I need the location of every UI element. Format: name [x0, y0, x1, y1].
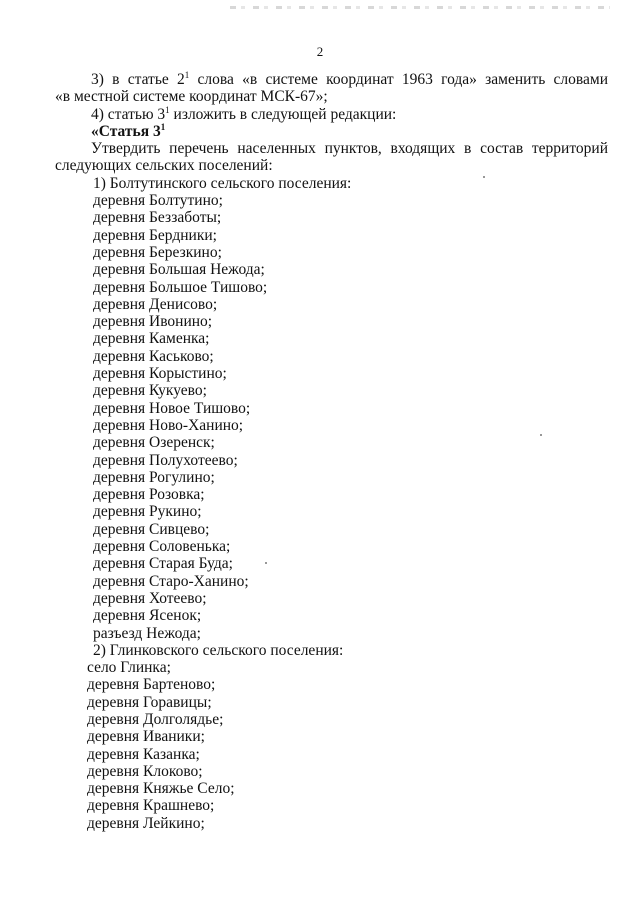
list-item: деревня Болтутино; [93, 192, 223, 210]
scan-speck [483, 176, 485, 178]
list-item: деревня Новое Тишово; [93, 399, 251, 417]
list-item: деревня Каськово; [93, 347, 214, 365]
list-item: деревня Большая Нежода; [93, 261, 265, 279]
list-item: деревня Хотеево; [93, 589, 207, 607]
paragraph-item-3-line-2: «в местной системе координат МСК-67»; [55, 88, 328, 106]
paragraph-approve-line-2: следующих сельских поселений: [55, 157, 273, 175]
list-item: деревня Старая Буда; [93, 555, 233, 573]
list-item: деревня Корыстино; [93, 365, 227, 383]
list-item: деревня Ново-Ханино; [93, 416, 244, 434]
list-item: деревня Каменка; [93, 330, 210, 348]
article-heading-text: «Статья 3 [91, 122, 161, 140]
paragraph-text: изложить в следующей редакции: [169, 105, 397, 123]
superscript: 1 [184, 69, 190, 80]
list-item: деревня Горавицы; [87, 693, 212, 711]
list-item: деревня Рогулино; [93, 468, 215, 486]
paragraph-text: слова «в системе координат 1963 года» заменить словами [189, 71, 608, 88]
paragraph-item-4 [55, 106, 608, 123]
scan-speck [540, 434, 542, 436]
list-item: деревня Старо-Ханино; [93, 572, 249, 590]
list-item: деревня Бердники; [93, 226, 217, 244]
article-heading [55, 123, 608, 140]
section-title-1: 1) Болтутинского сельского поселения: [93, 174, 352, 192]
list-item: деревня Сивцево; [93, 520, 210, 538]
scan-artifact [230, 6, 610, 9]
list-item: деревня Озеренск; [93, 434, 215, 452]
superscript: 1 [165, 104, 170, 115]
list-item: деревня Соловенька; [93, 538, 231, 556]
scan-speck [265, 562, 267, 564]
list-item: деревня Полухотеево; [93, 451, 238, 469]
paragraph-text: 3) в статье 2 [91, 71, 185, 88]
settlement-list-2 [55, 659, 608, 832]
page-number: 2 [316, 44, 324, 59]
settlement-list-1 [55, 192, 608, 642]
list-item: деревня Клоково; [87, 762, 203, 780]
list-item: деревня Ивонино; [93, 313, 213, 331]
list-item: деревня Кукуево; [93, 382, 207, 400]
superscript: 1 [160, 121, 166, 132]
list-item: деревня Рукино; [93, 503, 202, 521]
list-item: деревня Лейкино; [87, 814, 205, 832]
list-item: село Глинка; [87, 659, 171, 677]
section-title-2: 2) Глинковского сельского поселения: [93, 641, 344, 659]
paragraph-approve-line-1: Утвердить перечень населенных пунктов, входящих в состав территорий [91, 140, 608, 158]
list-item: деревня Иваники; [87, 728, 205, 746]
document-body [55, 71, 608, 832]
list-item: деревня Большое Тишово; [93, 278, 268, 296]
list-item: деревня Бартеново; [87, 676, 216, 694]
list-item: деревня Крашнево; [87, 797, 215, 815]
list-item: деревня Ясенок; [93, 607, 202, 625]
list-item: деревня Казанка; [87, 745, 200, 763]
paragraph-item-3-line-1 [55, 71, 608, 88]
list-item: деревня Княжье Село; [87, 780, 235, 798]
list-item: деревня Розовка; [93, 486, 205, 504]
list-item: разъезд Нежода; [93, 624, 201, 642]
list-item: деревня Березкино; [93, 243, 222, 261]
paragraph-text: 4) статью 3 [91, 105, 166, 123]
list-item: деревня Долголядье; [87, 710, 224, 728]
list-item: деревня Беззаботы; [93, 209, 222, 227]
list-item: деревня Денисово; [93, 295, 218, 313]
